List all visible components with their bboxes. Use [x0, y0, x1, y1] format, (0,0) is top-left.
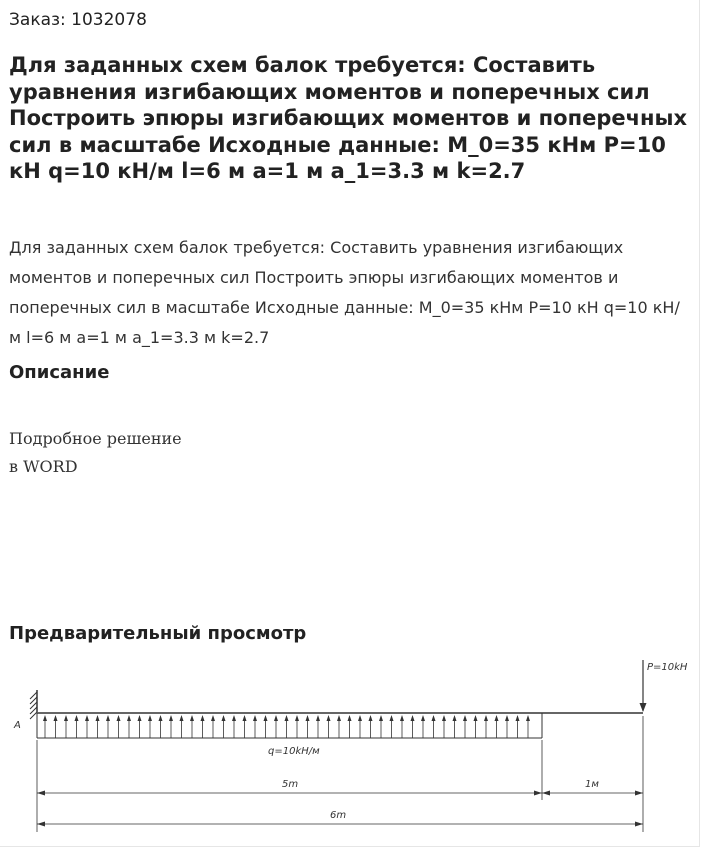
force-arrow [640, 660, 647, 712]
load-arrow-head [495, 715, 499, 721]
load-arrow-head [358, 715, 362, 721]
load-label: q=10kH/м [268, 746, 320, 757]
load-arrow-head [400, 715, 404, 721]
load-arrow-head [337, 715, 341, 721]
page-title: Для заданных схем балок требуется: Составить уравнения изгибающих моментов и поперечных сил Построить эпюры изгибающих моментов и поперечных сил в масштабе Исходные данные: M_0=35 кНм P=10 кН q=10 кН/м l=6 м a=1 м a_1=3.3 м k=2.7 [9, 53, 688, 183]
load-arrow-head [138, 715, 142, 721]
load-arrow-head [43, 715, 47, 721]
fixed-support [30, 690, 37, 719]
load-arrow-head [295, 715, 299, 721]
load-arrow-head [463, 715, 467, 721]
load-arrow-head [369, 715, 373, 721]
task-text: Для заданных схем балок требуется: Составить уравнения изгибающих моментов и поперечных сил Построить эпюры изгибающих моментов и поперечных сил в масштабе Исходные данные: M_0=35 кНм P=10 кН q=10 кН/м l=6 м a=1 м a_1=3.3 м k=2.7 [9, 238, 680, 347]
load-arrow-head [64, 715, 68, 721]
load-arrow-head [211, 715, 215, 721]
load-arrow-head [526, 715, 530, 721]
load-arrow-head [106, 715, 110, 721]
load-arrow-head [421, 715, 425, 721]
load-arrow-head [127, 715, 131, 721]
description-body [9, 425, 182, 481]
load-arrow-head [316, 715, 320, 721]
load-arrow-head [159, 715, 163, 721]
load-arrow-head [148, 715, 152, 721]
load-arrow-head [243, 715, 247, 721]
load-arrow-head [201, 715, 205, 721]
force-label: P=10kH [647, 662, 688, 673]
load-arrow-head [453, 715, 457, 721]
distributed-load [37, 713, 542, 738]
load-arrow-head [516, 715, 520, 721]
support-label: A [14, 720, 21, 731]
load-arrow-head [379, 715, 383, 721]
load-arrow-head [505, 715, 509, 721]
description-heading: Описание [9, 362, 110, 383]
dimension-load-length: 5m [282, 779, 299, 790]
load-arrow-head [75, 715, 79, 721]
description-line: Подробное решение [9, 429, 182, 448]
load-arrow-head [54, 715, 58, 721]
load-arrow-head [232, 715, 236, 721]
load-arrow-head [274, 715, 278, 721]
description-line: в WORD [9, 457, 78, 476]
dimension-free-length: 1м [585, 779, 599, 790]
load-arrow-head [85, 715, 89, 721]
load-arrow-head [253, 715, 257, 721]
load-arrow-head [390, 715, 394, 721]
order-number: Заказ: 1032078 [9, 10, 147, 30]
load-arrow-head [411, 715, 415, 721]
load-arrow-head [117, 715, 121, 721]
load-arrow-head [285, 715, 289, 721]
load-arrow-head [432, 715, 436, 721]
load-arrow-head [180, 715, 184, 721]
load-arrow-head [348, 715, 352, 721]
load-arrow-head [96, 715, 100, 721]
preview-heading: Предварительный просмотр [9, 623, 307, 644]
load-arrow-head [264, 715, 268, 721]
load-arrow-head [474, 715, 478, 721]
load-arrow-head [222, 715, 226, 721]
beam-diagram [0, 650, 701, 848]
load-arrow-head [169, 715, 173, 721]
load-arrow-head [327, 715, 331, 721]
load-arrow-head [442, 715, 446, 721]
dimension-total-length: 6m [330, 810, 347, 821]
load-arrow-head [306, 715, 310, 721]
load-arrow-head [190, 715, 194, 721]
load-arrow-head [484, 715, 488, 721]
